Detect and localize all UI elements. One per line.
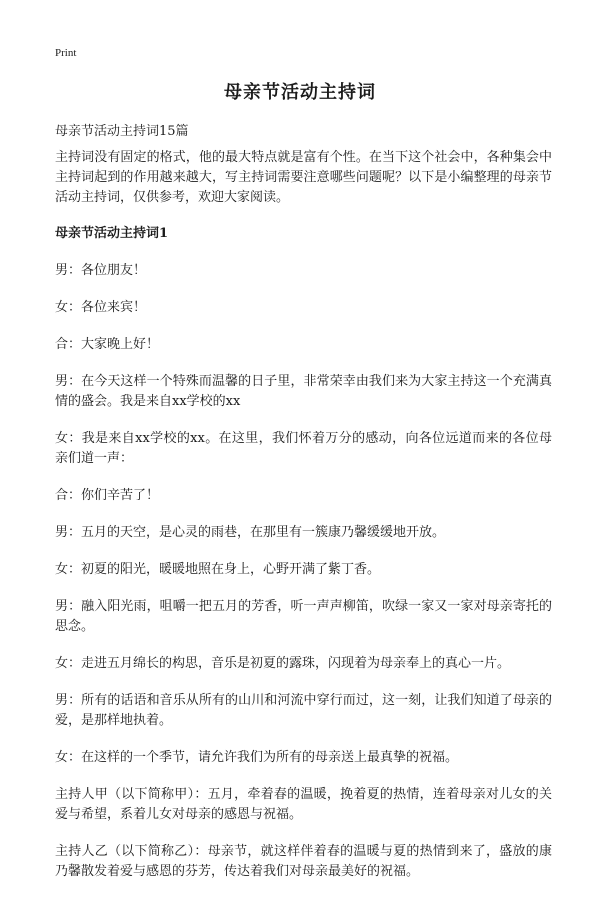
dialogue-line: 主持人甲（以下简称甲）：五月，牵着春的温暖，挽着夏的热情，连着母亲对儿女的关爱与希望，系着儿女对母亲的感恩与祝福。	[55, 787, 552, 822]
document-subtitle: 母亲节活动主持词15篇	[55, 124, 189, 139]
dialogue-line: 主持人乙（以下简称乙）：母亲节，就这样伴着春的温暖与夏的热情到来了，盛放的康乃馨散发着爱与感恩的芬芳，传达着我们对母亲最美好的祝福。	[55, 844, 552, 879]
section-heading: 母亲节活动主持词1	[55, 226, 169, 241]
dialogue-line: 女：各位来宾！	[55, 300, 147, 315]
dialogue-line: 男：在今天这样一个特殊而温馨的日子里，非常荣幸由我们来为大家主持这一个充满真情的盛会。我是来自xx学校的xx	[55, 374, 552, 409]
document-body	[55, 148, 552, 899]
dialogue-line: 男：五月的天空，是心灵的雨巷，在那里有一簇康乃馨缓缓地开放。	[55, 525, 446, 540]
page-title: 母亲节活动主持词	[224, 82, 376, 103]
intro-paragraph: 主持词没有固定的格式，他的最大特点就是富有个性。在当下这个社会中，各种集会中主持词起到的作用越来越大，写主持词需要注意哪些问题呢？以下是小编整理的母亲节活动主持词，仅供参考，欢迎大家阅读。	[55, 150, 552, 205]
dialogue-line: 女：我是来自xx学校的xx。在这里，我们怀着万分的感动，向各位远道而来的各位母亲们道一声：	[55, 431, 552, 466]
dialogue-line: 女：走进五月绵长的构思，音乐是初夏的露珠，闪现着为母亲奉上的真心一片。	[55, 656, 511, 671]
dialogue-line: 合：大家晚上好！	[55, 337, 160, 352]
dialogue-line: 合：你们辛苦了！	[55, 488, 160, 503]
dialogue-line: 男：各位朋友！	[55, 263, 147, 278]
dialogue-line: 男：融入阳光雨，咀嚼一把五月的芳香，听一声声柳笛，吹绿一家又一家对母亲寄托的思念。	[55, 599, 552, 634]
dialogue-line: 女：在这样的一个季节，请允许我们为所有的母亲送上最真挚的祝福。	[55, 750, 459, 765]
dialogue-line: 女：初夏的阳光，暖暖地照在身上，心野开满了紫丁香。	[55, 562, 381, 577]
dialogue-line: 男：所有的话语和音乐从所有的山川和河流中穿行而过，这一刻，让我们知道了母亲的爱，是那样地执着。	[55, 693, 552, 728]
print-label[interactable]: Print	[55, 47, 77, 59]
